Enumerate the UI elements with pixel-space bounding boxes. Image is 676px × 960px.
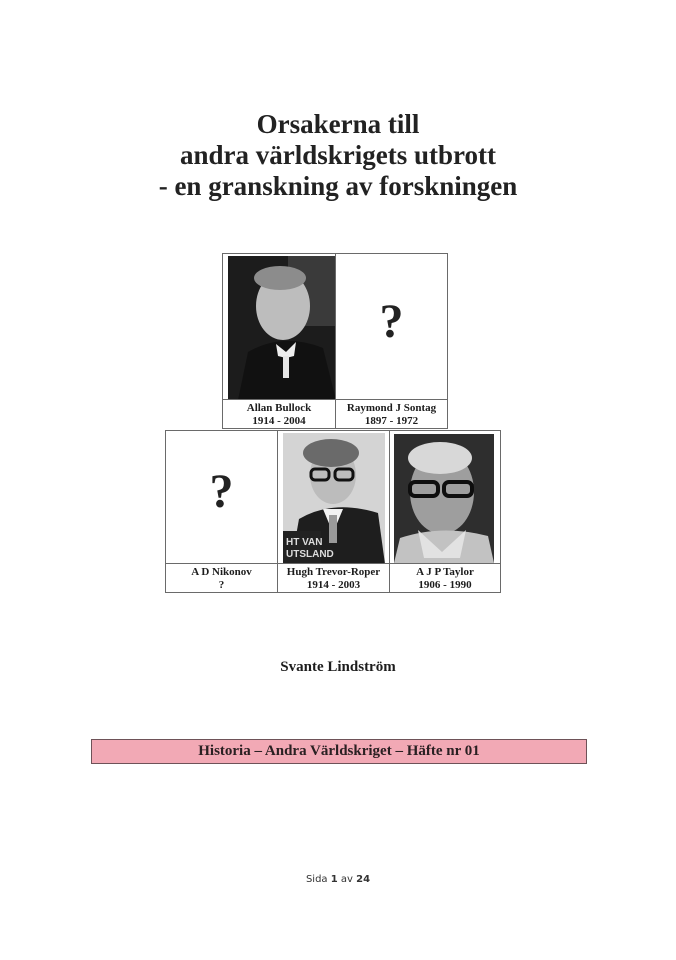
author-name: Svante Lindström [280, 659, 396, 675]
document-title [0, 109, 676, 202]
historian-caption [278, 564, 389, 592]
historian-name: A D Nikonov [191, 566, 252, 578]
title-line-2: andra världskrigets utbrott [179, 140, 496, 170]
title-line-1: Orsakerna till [256, 109, 420, 139]
historian-name: Raymond J Sontag [346, 402, 437, 414]
svg-text:UTSLAND: UTSLAND [286, 549, 334, 560]
portrait-photo-trevor-roper [278, 431, 389, 564]
historian-caption [166, 564, 277, 592]
historian-caption [336, 400, 447, 428]
historians-grid-top [222, 253, 448, 429]
title-line-3: - en granskning av forskningen [158, 171, 518, 201]
svg-text:HT VAN: HT VAN [286, 537, 323, 548]
portrait-placeholder-nikonov [166, 431, 277, 564]
page-prefix: Sida [305, 874, 328, 885]
historian-card-taylor [390, 431, 500, 592]
historians-grid-bottom [165, 430, 501, 593]
question-mark-icon: ? [379, 294, 404, 348]
historian-caption [223, 400, 335, 428]
historian-years: ? [218, 578, 225, 591]
page-footer [0, 874, 676, 885]
portrait-image [394, 434, 494, 563]
historian-name: Hugh Trevor-Roper [286, 566, 381, 578]
historian-card-sontag [336, 254, 447, 428]
historian-card-nikonov [166, 431, 278, 592]
portrait-placeholder-sontag [336, 254, 447, 400]
page-total: 24 [356, 874, 371, 885]
question-mark-icon: ? [209, 465, 234, 518]
portrait-photo-bullock [223, 254, 335, 400]
historian-years: 1906 - 1990 [418, 578, 472, 591]
page-current: 1 [330, 874, 338, 885]
historian-card-bullock [223, 254, 336, 428]
page-sep: av [340, 874, 353, 885]
historian-name: A J P Taylor [416, 566, 474, 578]
historian-name: Allan Bullock [246, 402, 312, 414]
portrait-photo-taylor [390, 431, 500, 564]
portrait-image [228, 256, 335, 400]
portrait-image [283, 433, 385, 564]
historian-years: 1914 - 2003 [306, 578, 361, 591]
series-banner: Historia – Andra Världskriget – Häfte nr 01 [91, 739, 587, 764]
historian-years: 1897 - 1972 [364, 414, 419, 427]
historian-years: 1914 - 2004 [252, 414, 306, 427]
historian-card-trevor-roper [278, 431, 390, 592]
historian-caption [390, 564, 500, 592]
